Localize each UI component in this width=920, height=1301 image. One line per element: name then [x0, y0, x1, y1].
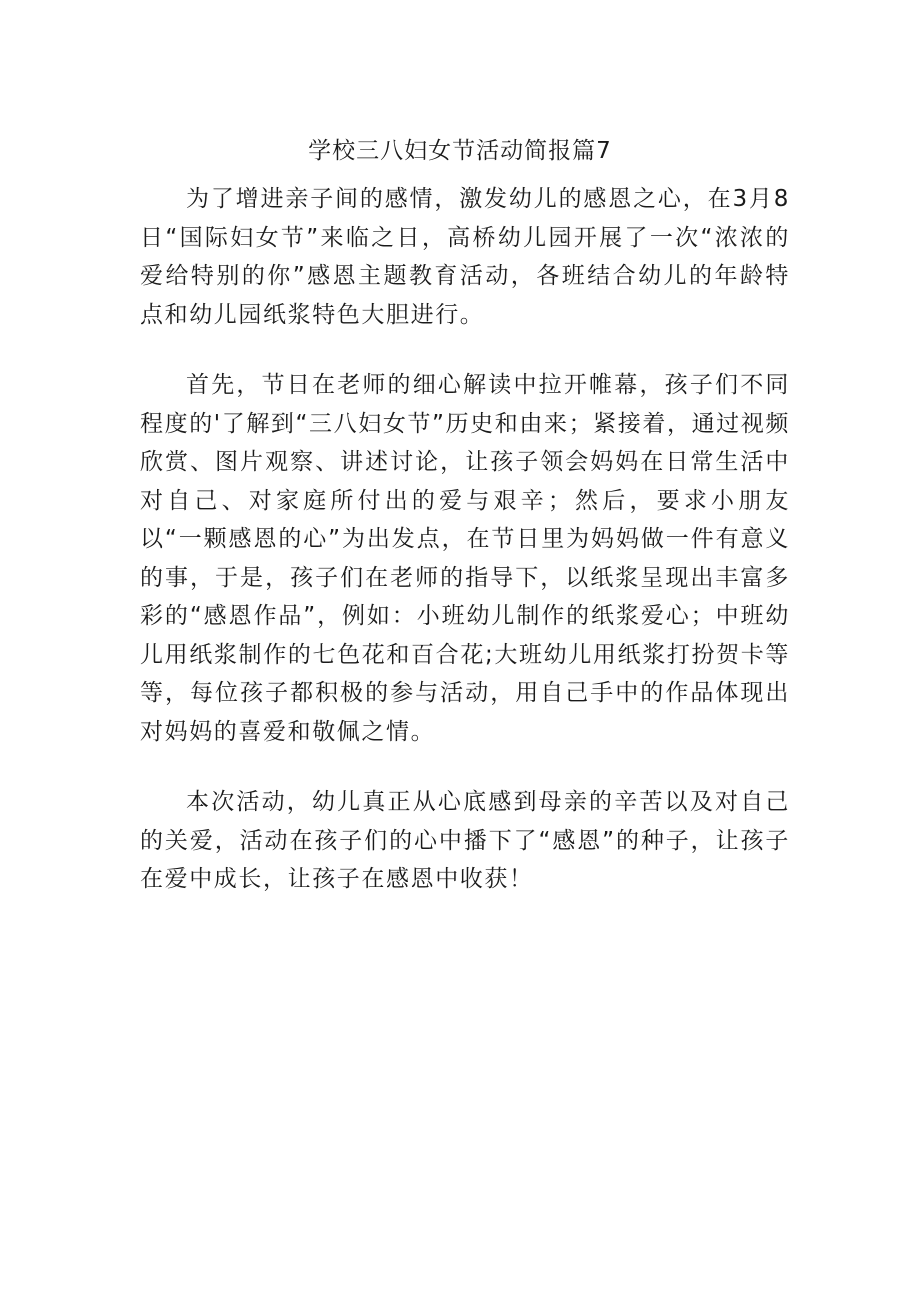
paragraph-activities: 首先，节日在老师的细心解读中拉开帷幕，孩子们不同程度的'了解到“三八妇女节”历史和由来；紧接着，通过视频欣赏、图片观察、讲述讨论，让孩子领会妈妈在日常生活中对自己、对家庭所付出的爱与艰辛；然后，要求小朋友以“一颗感恩的心”为出发点，在节日里为妈妈做一件有意义的事，于是，孩子们在老师的指导下，以纸浆呈现出丰富多彩的“感恩作品”，例如：小班幼儿制作的纸浆爱心；中班幼儿用纸浆制作的七色花和百合花;大班幼儿用纸浆打扮贺卡等等，每位孩子都积极的参与活动，用自己手中的作品体现出对妈妈的喜爱和敬佩之情。 [140, 372, 790, 745]
paragraph-conclusion: 本次活动，幼儿真正从心底感到母亲的辛苦以及对自己的关爱，活动在孩子们的心中播下了“感恩”的种子，让孩子在爱中成长，让孩子在感恩中收获！ [140, 789, 790, 892]
paragraph-intro: 为了增进亲子间的感情，激发幼儿的感恩之心，在3月8日“国际妇女节”来临之日，高桥幼儿园开展了一次“浓浓的爱给特别的你”感恩主题教育活动，各班结合幼儿的年龄特点和幼儿园纸浆特色大胆进行。 [140, 186, 790, 328]
document-title: 学校三八妇女节活动简报篇7 [308, 138, 612, 164]
document-body [140, 180, 790, 899]
